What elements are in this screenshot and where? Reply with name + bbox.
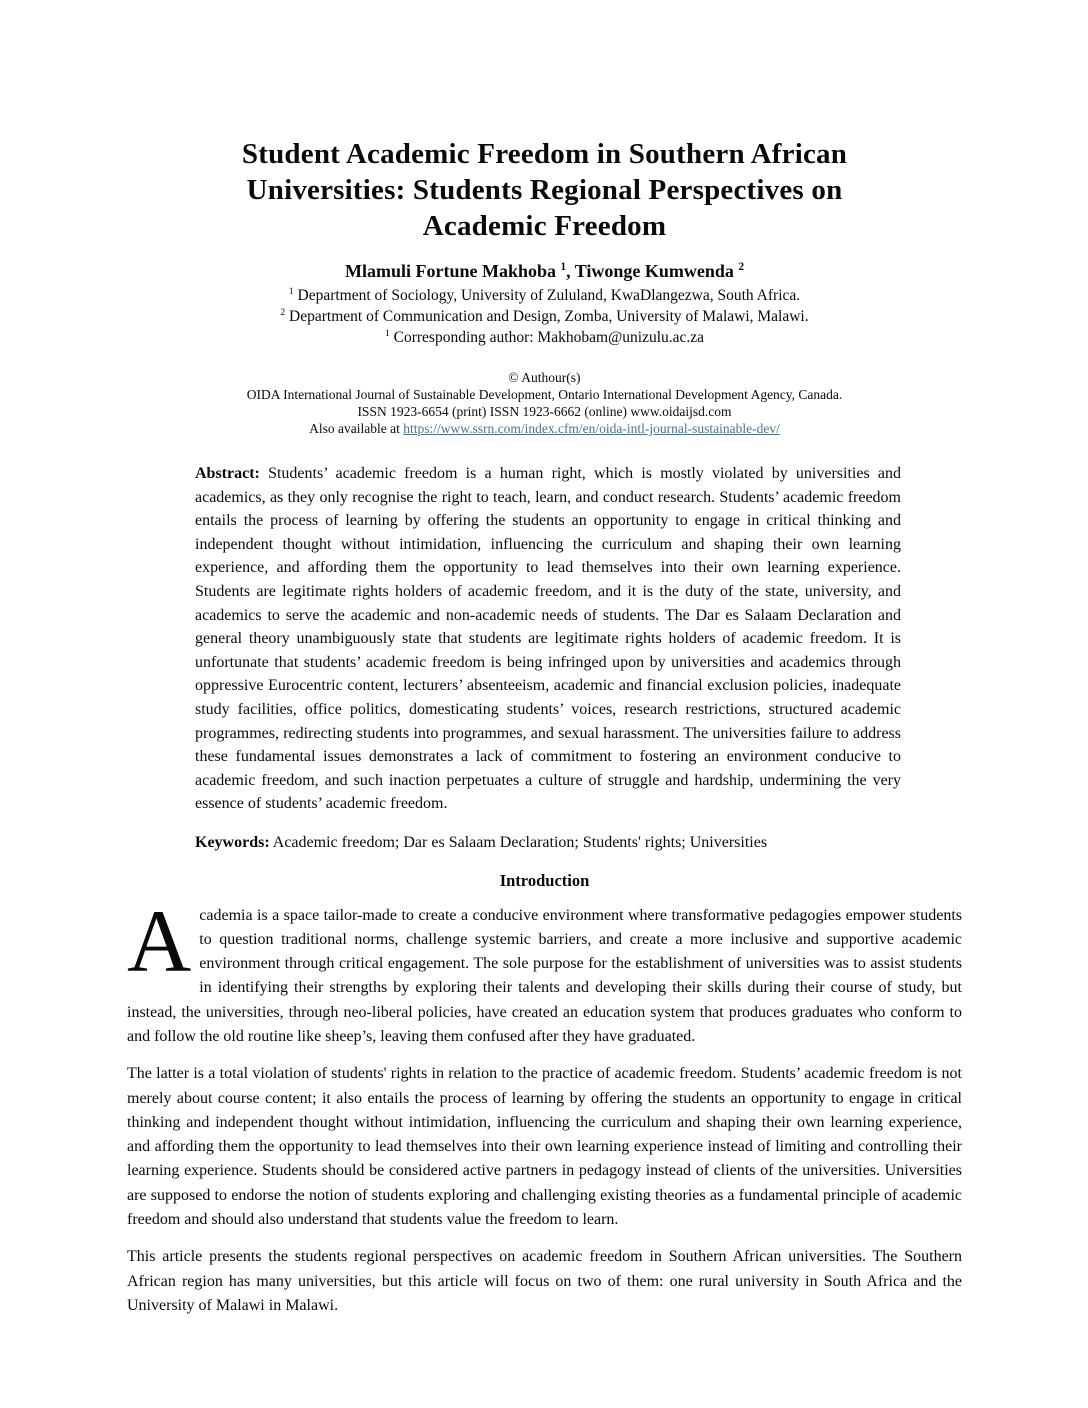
abstract-label: Abstract: bbox=[195, 465, 260, 482]
ssrn-journal-link[interactable]: https://www.ssrn.com/index.cfm/en/oida-intl-journal-sustainable-dev/ bbox=[403, 421, 780, 436]
affiliation-2-superscript: 2 bbox=[280, 306, 286, 318]
affiliation-1-superscript: 1 bbox=[288, 285, 294, 297]
corresponding-author-line bbox=[127, 327, 962, 348]
affiliations-block bbox=[127, 285, 962, 348]
dropcap-letter: A bbox=[127, 892, 192, 991]
corresponding-author-superscript: 1 bbox=[384, 327, 390, 339]
paper-title bbox=[127, 136, 962, 244]
abstract-text: Students’ academic freedom is a human right, which is mostly violated by universities and academics, as they only recognise the right to teach, learn, and conduct research. Students’ academic freedom entails the process of learning by offering the students an opportunity to engage in critical thinking and independent thought without intimidation, influencing the curriculum and shaping their own learning experience, and affording them the opportunity to lead themselves into their own learning experience. Students are legitimate rights holders of academic freedom, and it is the duty of the state, university, and academics to serve the academic and non-academic needs of students. The Dar es Salaam Declaration and general theory unambiguously state that students are legitimate rights holders of academic freedom. It is unfortunate that students’ academic freedom is being infringed upon by universities and academics through oppressive Eurocentric content, lecturers’ absenteeism, academic and financial exclusion policies, inadequate study facilities, office politics, domesticating students’ voices, research restrictions, structured academic programmes, redirecting students into programmes, and sexual harassment. The universities failure to address these fundamental issues demonstrates a lack of commitment to fostering an environment conducive to academic freedom, and such inaction perpetuates a culture of struggle and hardship, undermining the very essence of students’ academic freedom. bbox=[195, 465, 901, 813]
keywords-line bbox=[195, 831, 901, 855]
corresponding-author-text: Corresponding author: Makhobam@unizulu.ac.za bbox=[389, 329, 705, 346]
introduction-heading: Introduction bbox=[499, 870, 590, 890]
introduction-paragraph-1 bbox=[127, 892, 962, 1050]
journal-line: OIDA International Journal of Sustainable Development, Ontario International Development Agency, Canada. bbox=[246, 387, 843, 402]
affiliation-2 bbox=[127, 306, 962, 327]
affiliation-1 bbox=[127, 285, 962, 306]
affiliation-1-text: Department of Sociology, University of Zululand, KwaDlangezwa, South Africa. bbox=[293, 287, 801, 304]
introduction-paragraph-3: This article presents the students regional perspectives on academic freedom in Southern African universities. The Southern African region has many universities, but this article will focus on two of them: one rural university in South Africa and the University of Malawi in Malawi. bbox=[127, 1248, 962, 1314]
availability-line bbox=[127, 420, 962, 437]
paper-title-line-3: Academic Freedom bbox=[422, 210, 667, 242]
introduction-paragraph-1-text: cademia is a space tailor-made to create a conducive environment where transformative pedagogies empower students to question traditional norms, challenge systemic barriers, and create a more inclusive and supportive academic environment through critical engagement. The sole purpose for the establishment of universities was to assist students in identifying their strengths by exploring their talents and developing their skills during their course of study, but instead, the universities, through neo-liberal policies, have created an education system that produces graduates who conform to and follow the old routine like sheep’s, leaving them confused after they have graduated. bbox=[127, 906, 962, 1045]
issn-line: ISSN 1923-6654 (print) ISSN 1923-6662 (online) www.oidaijsd.com bbox=[357, 404, 732, 419]
author-line bbox=[127, 261, 962, 282]
introduction-paragraph-2: The latter is a total violation of students' rights in relation to the practice of academic freedom. Students’ academic freedom is not merely about course content; it also entails the process of learning by offering the students an opportunity to engage in critical thinking and independent thought without intimidation, influencing the curriculum and shaping their own learning experience, and affording them the opportunity to lead themselves into their own learning experience instead of limiting and controlling their learning experience. Students should be considered active partners in pedagogy instead of clients of the universities. Universities are supposed to endorse the notion of students exploring and challenging existing theories as a fundamental principle of academic freedom and should also understand that students value the freedom to learn. bbox=[127, 1065, 962, 1229]
paper-title-line-1: Student Academic Freedom in Southern African bbox=[241, 138, 848, 170]
author-separator: , Tiwonge Kumwenda bbox=[566, 261, 739, 281]
keywords-label: Keywords: bbox=[195, 833, 270, 851]
abstract-paragraph bbox=[195, 462, 901, 816]
copyright-line: © Authour(s) bbox=[508, 370, 581, 385]
availability-prefix: Also available at bbox=[309, 421, 404, 436]
keywords-text: Academic freedom; Dar es Salaam Declaration; Students' rights; Universities bbox=[269, 833, 768, 851]
author-2-superscript: 2 bbox=[738, 261, 745, 273]
author-1-name: Mlamuli Fortune Makhoba bbox=[344, 261, 561, 281]
affiliation-2-text: Department of Communication and Design, Zomba, University of Malawi, Malawi. bbox=[285, 308, 809, 325]
paper-title-line-2: Universities: Students Regional Perspectives on bbox=[246, 174, 843, 206]
publication-info-block bbox=[127, 369, 962, 437]
author-1-superscript: 1 bbox=[560, 261, 567, 273]
